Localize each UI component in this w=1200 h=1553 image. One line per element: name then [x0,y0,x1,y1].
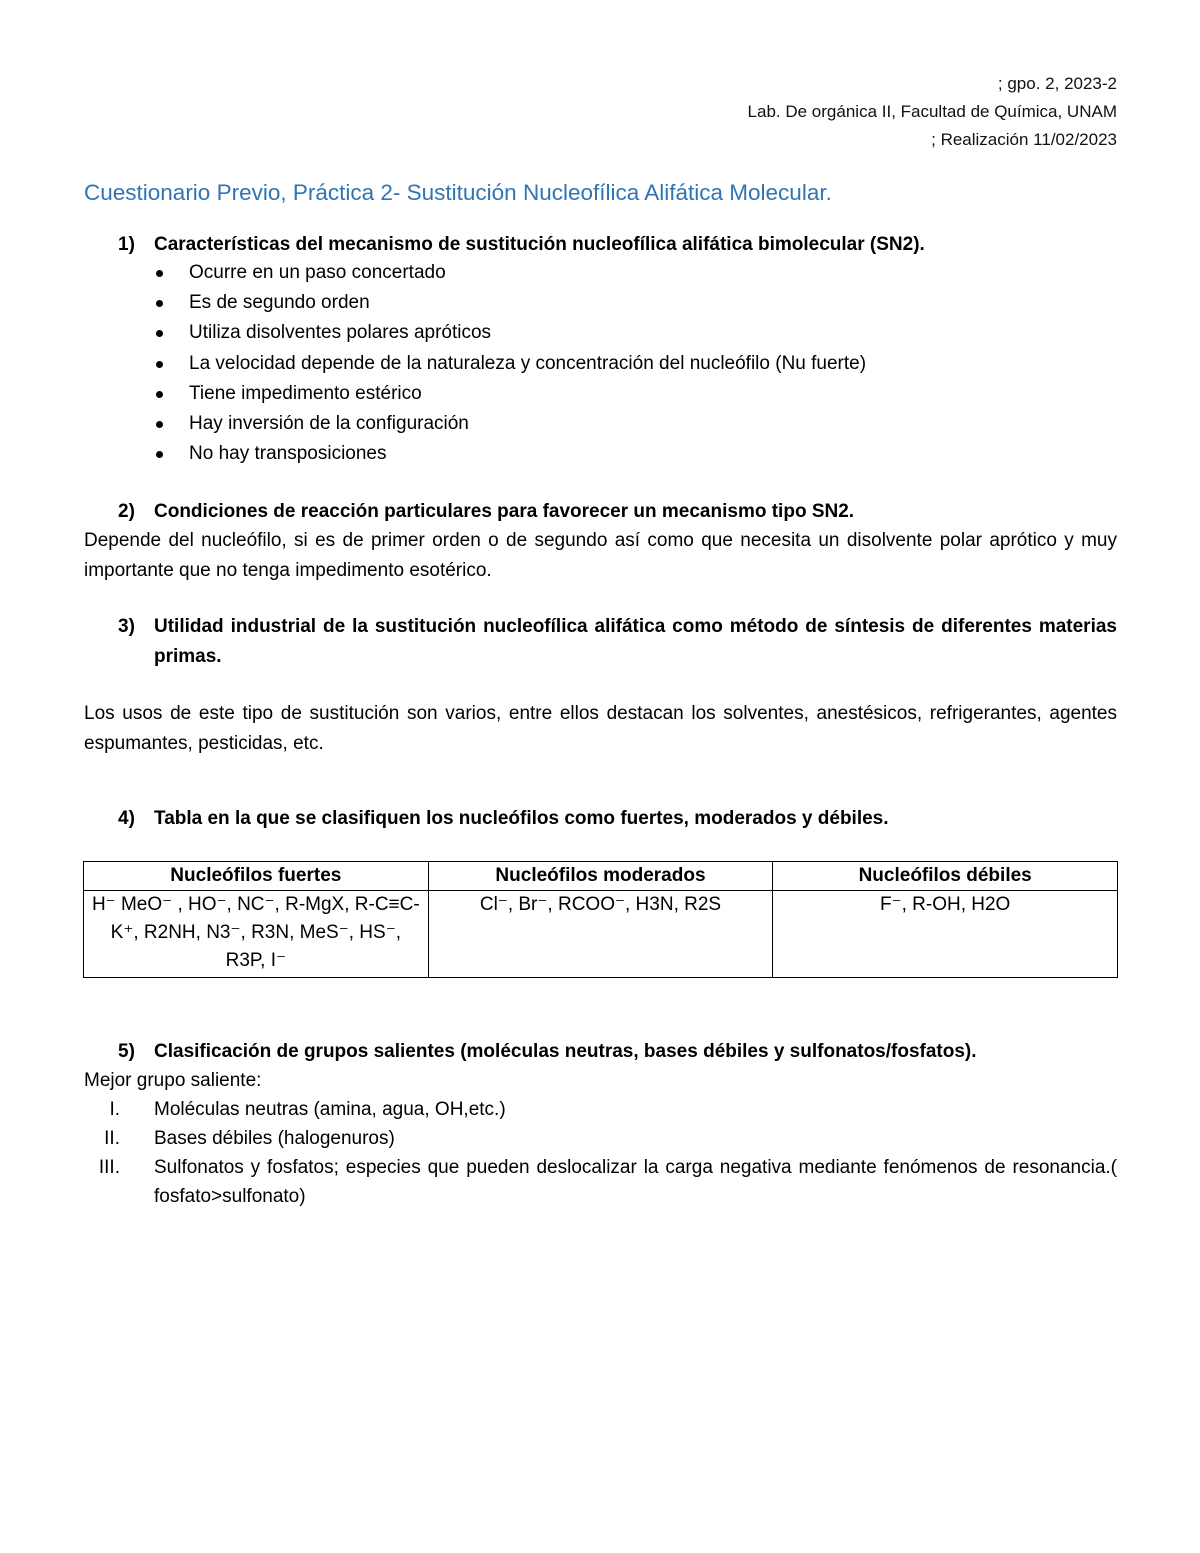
roman-numeral: II. [104,1128,120,1149]
list-item [84,288,1084,318]
question-5 [118,1037,1117,1067]
question-number: 1) [118,234,135,255]
list-item-text: Sulfonatos y fosfatos; especies que pueden deslocalizar la carga negativa mediante fenómenos de resonancia.( fosfato>sulfonato) [154,1157,1117,1207]
table-cell: F⁻, R-OH, H2O [773,891,1118,978]
header-date: ; Realización 11/02/2023 [931,130,1117,149]
question-number: 4) [118,808,135,829]
list-item [84,318,1084,348]
list-item [84,439,1084,469]
question-text: Características del mecanismo de sustitución nucleofílica alifática bimolecular (SN2). [154,234,925,255]
list-item [84,1153,1117,1211]
table-header: Nucleófilos débiles [773,862,1118,891]
list-item [84,349,1084,379]
question-number: 3) [118,616,135,637]
bullet-icon [156,300,163,307]
question-1 [118,230,1117,260]
table-header: Nucleófilos moderados [428,862,773,891]
roman-numeral: III. [98,1157,120,1178]
table-cell: Cl⁻, Br⁻, RCOO⁻, H3N, R2S [428,891,773,978]
header-group: ; gpo. 2, 2023-2 [997,74,1117,93]
list-item [84,409,1084,439]
list-item-text: Tiene impedimento estérico [189,382,422,404]
page-title: Cuestionario Previo, Práctica 2- Sustitución Nucleofílica Alifática Molecular. [84,180,832,205]
question-text: Tabla en la que se clasifiquen los nucleófilos como fuertes, moderados y débiles. [154,808,889,829]
bullet-icon [156,361,163,368]
list-item [84,379,1084,409]
bullet-icon [156,451,163,458]
question-3 [118,612,1117,672]
list-item-text: Ocurre en un paso concertado [189,262,446,283]
table-header-row [84,862,1118,891]
question-number: 2) [118,501,135,522]
list-item [84,1095,1117,1124]
leaving-group-list [84,1095,1117,1211]
list-item-text: Bases débiles (halogenuros) [154,1128,395,1149]
question-text: Utilidad industrial de la sustitución nucleofílica alifática como método de síntesis de diferentes materias primas. [154,616,1117,667]
nucleophile-table [83,861,1118,978]
list-item-text: No hay transposiciones [189,443,387,465]
roman-numeral: I. [109,1099,120,1120]
q3-answer: Los usos de este tipo de sustitución son varios, entre ellos destacan los solventes, anestésicos, refrigerantes, agentes espumantes, pesticidas, etc. [84,703,1117,754]
list-item-text: Es de segundo orden [189,292,370,314]
table-cell: H⁻ MeO⁻ , HO⁻, NC⁻, R-MgX, R-C≡C-K⁺, R2NH, N3⁻, R3N, MeS⁻, HS⁻, R3P, I⁻ [84,891,429,978]
question-text: Condiciones de reacción particulares para favorecer un mecanismo tipo SN2. [154,501,855,522]
bullet-icon [156,391,163,398]
list-item-text: La velocidad depende de la naturaleza y concentración del nucleófilo (Nu fuerte) [189,352,867,374]
table-row [84,891,1118,978]
list-item-text: Hay inversión de la configuración [189,413,469,435]
question-4 [118,804,1117,834]
list-item-text: Utiliza disolventes polares apróticos [189,322,492,344]
question-text: Clasificación de grupos salientes (moléculas neutras, bases débiles y sulfonatos/fosfatos). [154,1041,977,1062]
document-header [748,70,1117,154]
q2-answer: Depende del nucleófilo, si es de primer orden o de segundo así como que necesita un disolvente polar aprótico y muy importante que no tenga impedimento esotérico. [84,530,1117,581]
table-header: Nucleófilos fuertes [84,862,429,891]
list-item-text: Moléculas neutras (amina, agua, OH,etc.) [154,1099,506,1120]
bullet-icon [156,270,163,277]
q1-bullet-list [84,258,1084,469]
question-number: 5) [118,1041,135,1062]
bullet-icon [156,421,163,428]
list-item [84,1124,1117,1153]
question-2 [118,497,1117,527]
list-item [84,258,1084,288]
q5-intro: Mejor grupo saliente: [84,1070,262,1091]
header-lab: Lab. De orgánica II, Facultad de Química, UNAM [747,102,1117,121]
bullet-icon [156,330,163,337]
